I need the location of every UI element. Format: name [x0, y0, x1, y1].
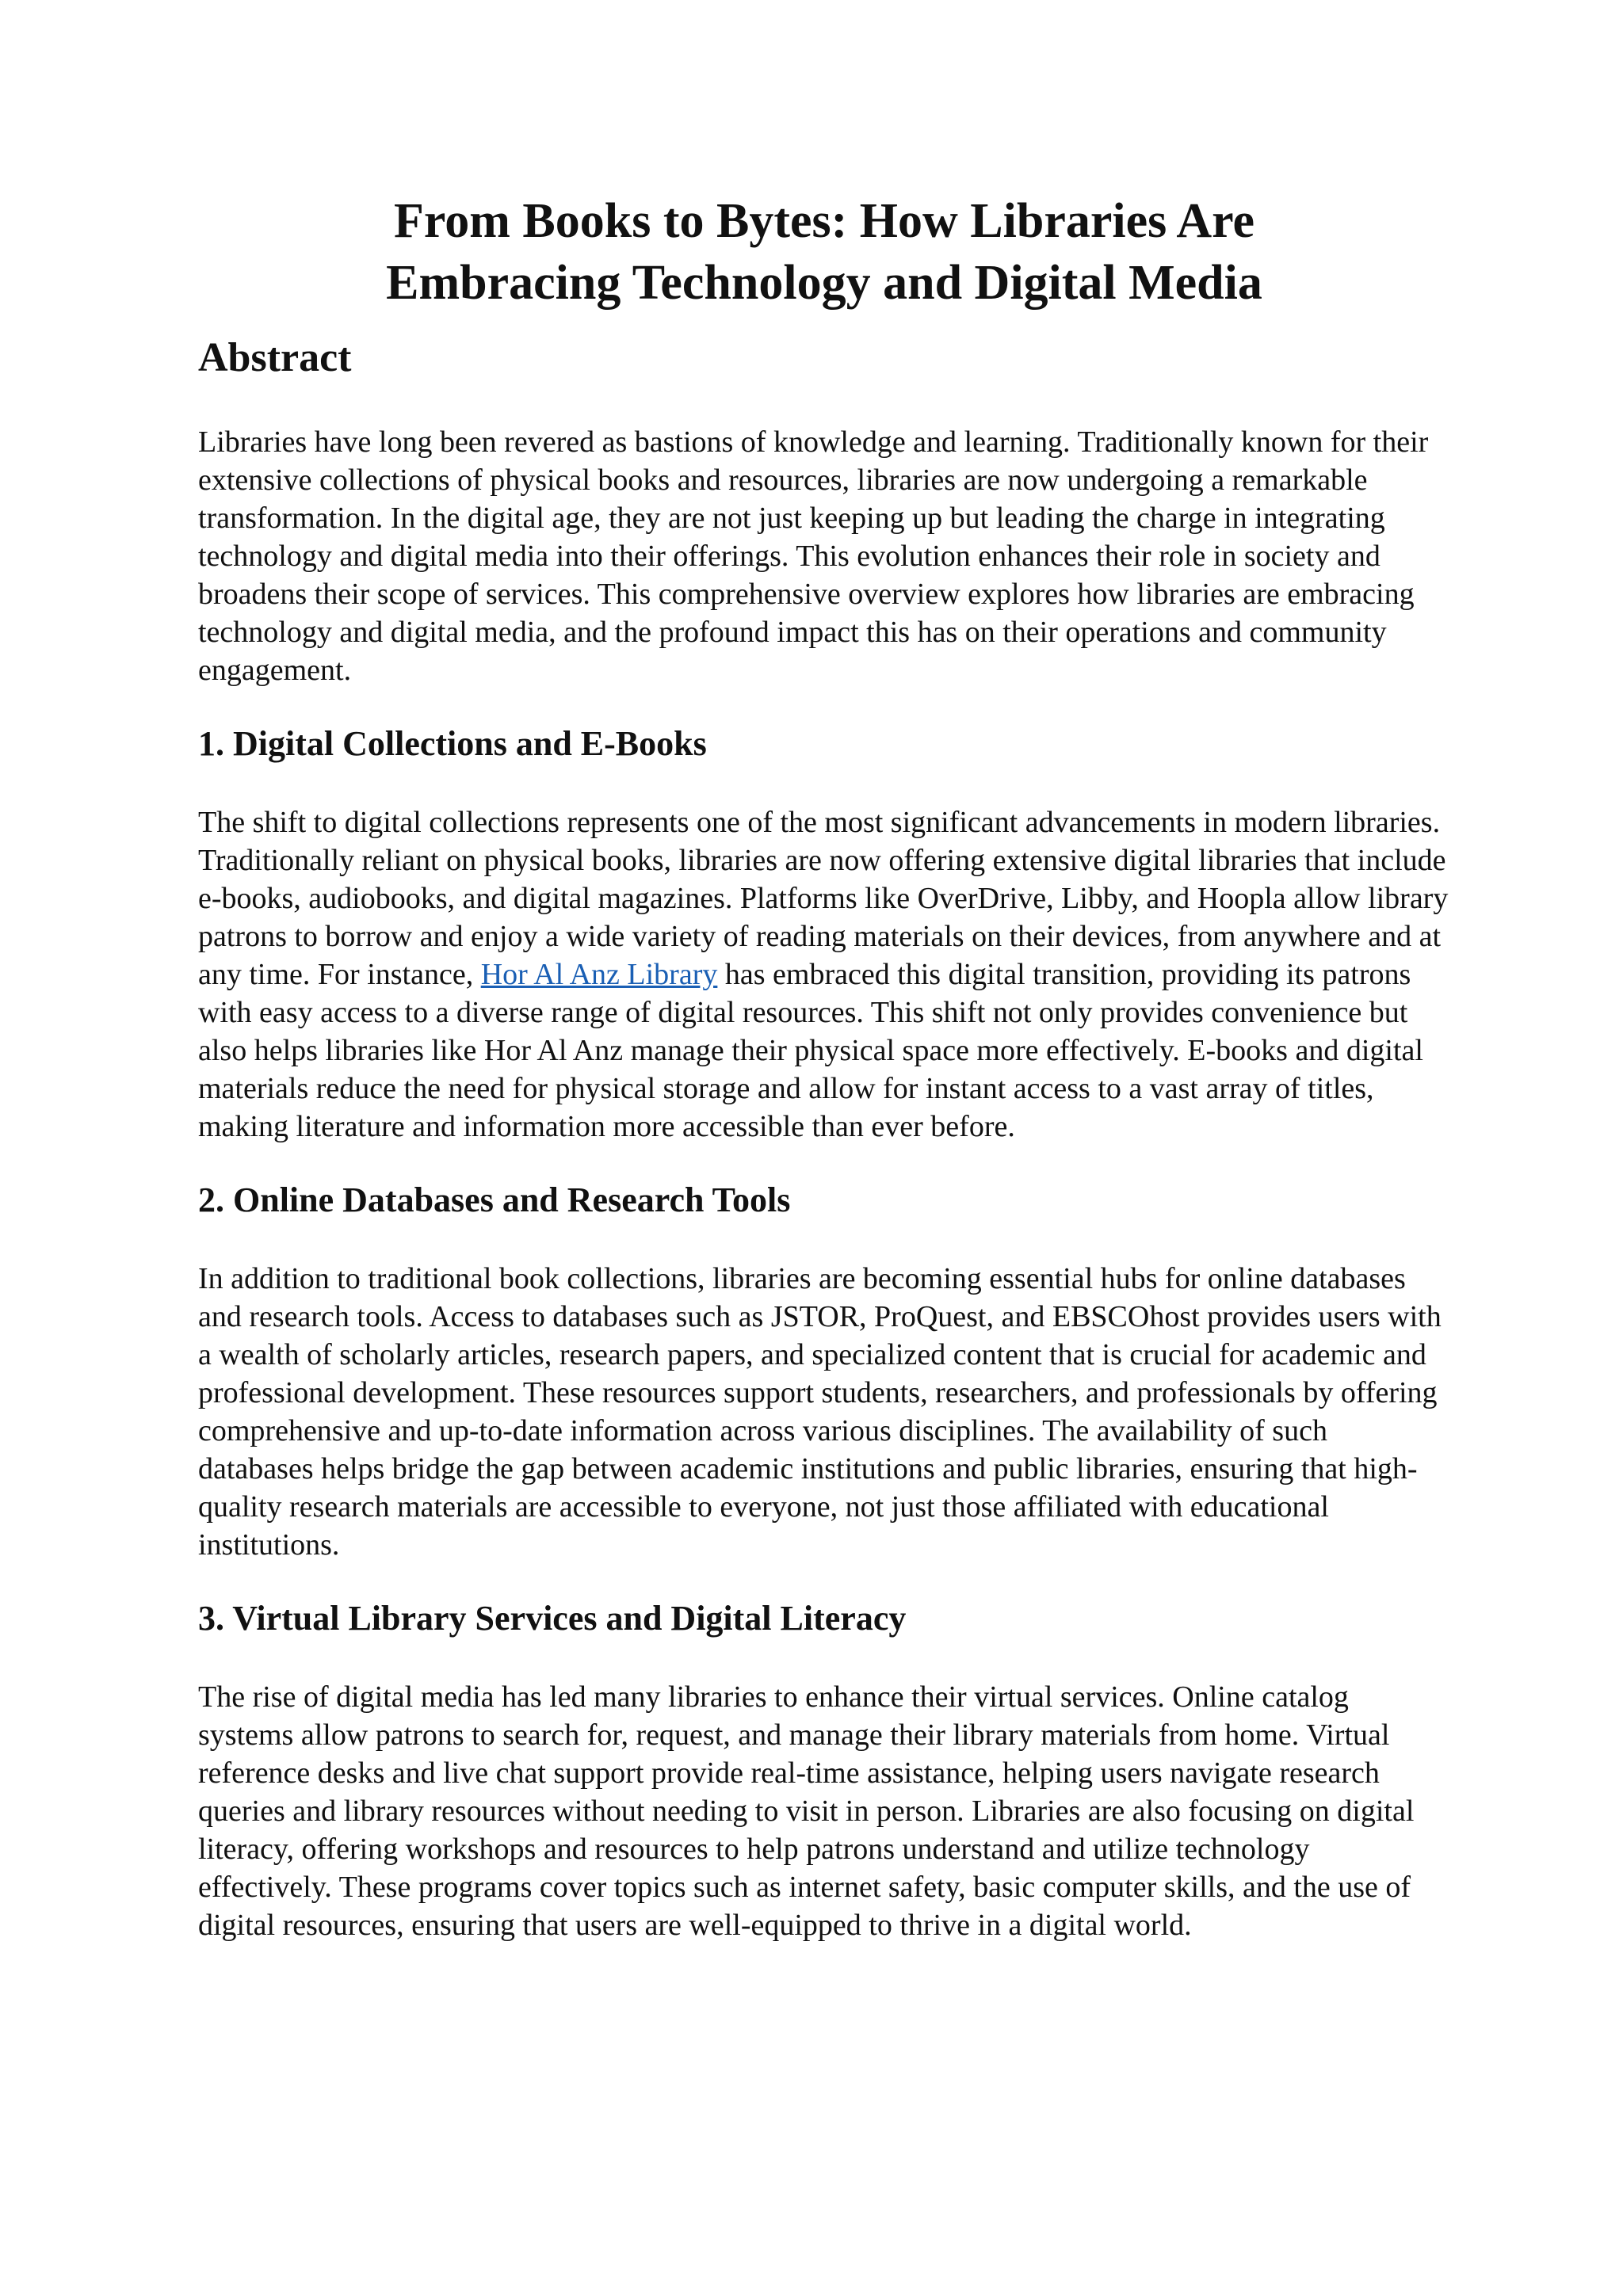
title-line-1: From Books to Bytes: How Libraries Are [393, 194, 1255, 248]
section-2-paragraph: In addition to traditional book collections, libraries are becoming essential hubs for online databases and research tools. Access to databases such as JSTOR, ProQuest, and EBSCOhost provides users with a wealth of scholarly articles, research papers, and specialized content that is crucial for academic and professional development. These resources support students, researchers, and professionals by offering comprehensive and up-to-date information across various disciplines. The availability of such databases helps bridge the gap between academic institutions and public libraries, ensuring that high-quality research materials are accessible to everyone, not just those affiliated with educational institutions. [198, 1262, 1442, 1562]
section-3-heading: 3. Virtual Library Services and Digital Literacy [198, 1599, 907, 1638]
abstract-heading: Abstract [198, 335, 352, 380]
section-2-heading: 2. Online Databases and Research Tools [198, 1180, 791, 1219]
section-3-paragraph: The rise of digital media has led many libraries to enhance their virtual services. Online catalog systems allow patrons to search for, request, and manage their library materials from home. Virtual reference desks and live chat support provide real-time assistance, helping users navigate research queries and library resources without needing to visit in person. Libraries are also focusing on digital literacy, offering workshops and resources to help patrons understand and utilize technology effectively. These programs cover topics such as internet safety, basic computer skills, and the use of digital resources, ensuring that users are well-equipped to thrive in a digital world. [198, 1680, 1415, 1942]
section-1-text-after-link: has embraced this digital transition, providing its patrons with easy access to a diverse range of digital resources. This shift not only provides convenience but also helps libraries like Hor Al Anz manage their physical space more effectively. E-books and digital materials reduce the need for physical storage and allow for instant access to a vast array of titles, making literature and information more accessible than ever before. [198, 958, 1423, 1143]
section-1-heading: 1. Digital Collections and E-Books [198, 724, 707, 763]
section-1-text-before-link: The shift to digital collections represents one of the most significant advancements in modern libraries. Traditionally reliant on physical books, libraries are now offering extensive digital libraries that include e-books, audiobooks, and digital magazines. Platforms like OverDrive, Libby, and Hoopla allow library patrons to borrow and enjoy a wide variety of reading materials on their devices, from anywhere and at any time. For instance, [198, 806, 1449, 991]
title-line-2: Embracing Technology and Digital Media [386, 256, 1262, 310]
section-1-paragraph [198, 803, 1450, 1146]
document-title [198, 190, 1450, 314]
abstract-paragraph: Libraries have long been revered as bastions of knowledge and learning. Traditionally known for their extensive collections of physical books and resources, libraries are now undergoing a remarkable transformation. In the digital age, they are not just keeping up but leading the charge in integrating technology and digital media into their offerings. This evolution enhances their role in society and broadens their scope of services. This comprehensive overview explores how libraries are embracing technology and digital media, and the profound impact this has on their operations and community engagement. [198, 425, 1429, 687]
document-page [198, 190, 1450, 1944]
hor-al-anz-library-link[interactable]: Hor Al Anz Library [480, 958, 718, 991]
